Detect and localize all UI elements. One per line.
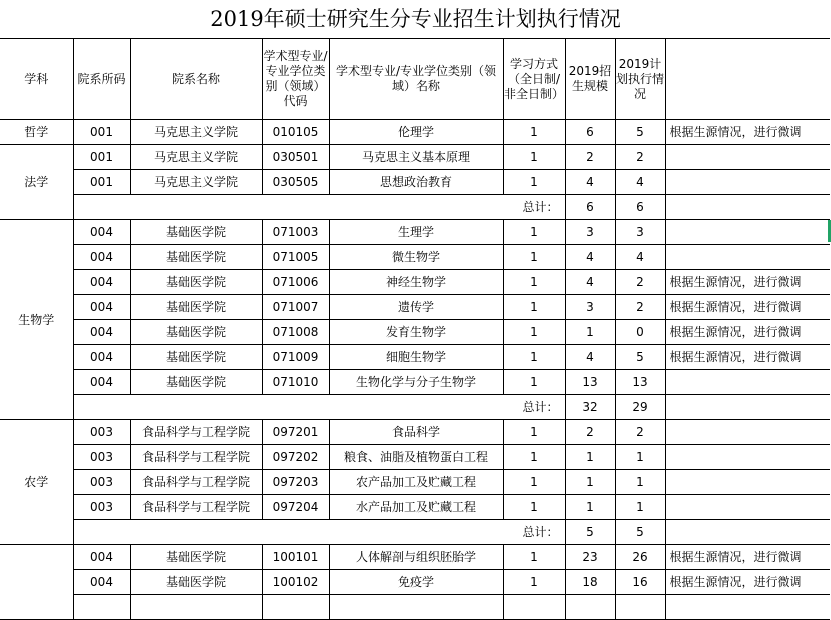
plan-cell[interactable]: 1 [565,495,615,520]
actual-cell[interactable]: 2 [615,295,665,320]
note-cell[interactable] [665,445,830,470]
major-name-cell[interactable]: 免疫学 [329,570,503,595]
study-mode-cell[interactable]: 1 [503,120,565,145]
plan-cell[interactable]: 18 [565,570,615,595]
enrollment-table [0,38,830,620]
dept-code-cell[interactable]: 004 [73,345,130,370]
header-note [665,39,830,120]
dept-name-cell[interactable]: 基础医学院 [130,570,262,595]
table-row [0,245,830,270]
dept-name-cell[interactable]: 基础医学院 [130,320,262,345]
empty-cell[interactable] [665,595,830,620]
note-cell[interactable]: 根据生源情况，进行微调 [665,570,830,595]
total-label-cell[interactable]: 总计： [73,195,565,220]
major-name-cell[interactable]: 细胞生物学 [329,345,503,370]
study-mode-cell[interactable]: 1 [503,295,565,320]
note-cell[interactable] [665,145,830,170]
study-mode-cell[interactable]: 1 [503,345,565,370]
table-row [0,270,830,295]
plan-cell[interactable]: 2 [565,145,615,170]
page-title: 2019年硕士研究生分专业招生计划执行情况 [210,7,621,31]
plan-cell[interactable]: 4 [565,170,615,195]
note-cell[interactable]: 根据生源情况，进行微调 [665,120,830,145]
empty-cell[interactable] [565,595,615,620]
major-name-cell[interactable]: 人体解剖与组织胚胎学 [329,545,503,570]
actual-cell[interactable]: 1 [615,495,665,520]
dept-name-cell[interactable]: 基础医学院 [130,370,262,395]
dept-code-cell[interactable]: 004 [73,220,130,245]
total-row [0,395,830,420]
total-plan-cell[interactable]: 6 [565,195,615,220]
dept-name-cell[interactable]: 基础医学院 [130,220,262,245]
major-code-cell[interactable]: 100101 [262,545,329,570]
major-code-cell[interactable]: 010105 [262,120,329,145]
dept-name-cell[interactable]: 基础医学院 [130,545,262,570]
table-row [0,570,830,595]
major-code-cell[interactable]: 100102 [262,570,329,595]
dept-code-cell[interactable]: 001 [73,120,130,145]
empty-cell[interactable] [73,595,130,620]
header-dept-name: 院系名称 [130,39,262,120]
table-row [0,345,830,370]
header-row [0,39,830,120]
plan-cell[interactable]: 13 [565,370,615,395]
empty-cell[interactable] [262,595,329,620]
major-code-cell[interactable]: 097201 [262,420,329,445]
table-row [0,170,830,195]
dept-name-cell[interactable]: 马克思主义学院 [130,120,262,145]
dept-code-cell[interactable]: 003 [73,445,130,470]
actual-cell[interactable]: 1 [615,470,665,495]
table-row [0,220,830,245]
header-major-name: 学术型专业/专业学位类别（领域）名称 [329,39,503,120]
total-row [0,195,830,220]
dept-name-cell[interactable]: 食品科学与工程学院 [130,445,262,470]
dept-name-cell[interactable]: 基础医学院 [130,270,262,295]
major-name-cell[interactable]: 思想政治教育 [329,170,503,195]
plan-cell[interactable]: 23 [565,545,615,570]
major-code-cell[interactable]: 071003 [262,220,329,245]
plan-cell[interactable]: 1 [565,445,615,470]
total-row [0,520,830,545]
study-mode-cell[interactable]: 1 [503,270,565,295]
total-note-cell[interactable] [665,395,830,420]
total-note-cell[interactable] [665,520,830,545]
major-code-cell[interactable]: 071009 [262,345,329,370]
plan-cell[interactable]: 1 [565,470,615,495]
actual-cell[interactable]: 16 [615,570,665,595]
dept-name-cell[interactable]: 基础医学院 [130,245,262,270]
study-mode-cell[interactable]: 1 [503,495,565,520]
dept-code-cell[interactable]: 003 [73,470,130,495]
note-cell[interactable] [665,470,830,495]
table-row [0,320,830,345]
major-code-cell[interactable]: 071010 [262,370,329,395]
study-mode-cell[interactable]: 1 [503,420,565,445]
table-row [0,470,830,495]
major-code-cell[interactable]: 030505 [262,170,329,195]
note-cell[interactable] [665,170,830,195]
major-name-cell[interactable]: 伦理学 [329,120,503,145]
header-subject: 学科 [0,39,73,120]
plan-cell[interactable]: 3 [565,295,615,320]
major-name-cell[interactable]: 生理学 [329,220,503,245]
study-mode-cell[interactable]: 1 [503,445,565,470]
dept-name-cell[interactable]: 食品科学与工程学院 [130,420,262,445]
total-actual-cell[interactable]: 6 [615,195,665,220]
header-actual: 2019计划执行情况 [615,39,665,120]
dept-code-cell[interactable]: 004 [73,270,130,295]
table-row [0,595,830,620]
major-code-cell[interactable]: 030501 [262,145,329,170]
study-mode-cell[interactable]: 1 [503,145,565,170]
note-cell[interactable] [665,495,830,520]
study-mode-cell[interactable]: 1 [503,370,565,395]
major-code-cell[interactable]: 071008 [262,320,329,345]
table-row [0,370,830,395]
total-actual-cell[interactable]: 5 [615,520,665,545]
major-name-cell[interactable]: 农产品加工及贮藏工程 [329,470,503,495]
major-code-cell[interactable]: 071007 [262,295,329,320]
total-actual-cell[interactable]: 29 [615,395,665,420]
major-code-cell[interactable]: 097202 [262,445,329,470]
header-major-code: 学术型专业/专业学位类别（领域）代码 [262,39,329,120]
actual-cell[interactable]: 13 [615,370,665,395]
dept-name-cell[interactable]: 食品科学与工程学院 [130,495,262,520]
plan-cell[interactable]: 1 [565,320,615,345]
major-name-cell[interactable]: 马克思主义基本原理 [329,145,503,170]
study-mode-cell[interactable]: 1 [503,470,565,495]
plan-cell[interactable]: 4 [565,245,615,270]
subject-cell[interactable]: 法学 [0,145,73,220]
major-code-cell[interactable]: 097203 [262,470,329,495]
note-cell[interactable] [665,420,830,445]
dept-code-cell[interactable]: 001 [73,145,130,170]
subject-cell[interactable]: 农学 [0,420,73,545]
table-row [0,420,830,445]
major-name-cell[interactable]: 遗传学 [329,295,503,320]
subject-cell[interactable]: 哲学 [0,120,73,145]
total-label-cell[interactable]: 总计： [73,395,565,420]
total-plan-cell[interactable]: 5 [565,520,615,545]
major-name-cell[interactable]: 生物化学与分子生物学 [329,370,503,395]
actual-cell[interactable]: 26 [615,545,665,570]
dept-code-cell[interactable]: 004 [73,295,130,320]
plan-cell[interactable]: 2 [565,420,615,445]
actual-cell[interactable]: 1 [615,445,665,470]
table-row [0,445,830,470]
note-cell[interactable] [665,220,830,245]
dept-code-cell[interactable]: 001 [73,170,130,195]
major-name-cell[interactable]: 微生物学 [329,245,503,270]
dept-code-cell[interactable]: 004 [73,320,130,345]
total-label-cell[interactable]: 总计： [73,520,565,545]
actual-cell[interactable]: 3 [615,220,665,245]
table-row [0,295,830,320]
table-row [0,495,830,520]
actual-cell[interactable]: 5 [615,345,665,370]
plan-cell[interactable]: 4 [565,270,615,295]
table-row [0,545,830,570]
subject-cell[interactable] [0,545,73,620]
dept-name-cell[interactable]: 马克思主义学院 [130,145,262,170]
table-row [0,120,830,145]
study-mode-cell[interactable]: 1 [503,220,565,245]
empty-cell[interactable] [130,595,262,620]
table-row [0,145,830,170]
total-plan-cell[interactable]: 32 [565,395,615,420]
major-code-cell[interactable]: 097204 [262,495,329,520]
actual-cell[interactable]: 4 [615,245,665,270]
actual-cell[interactable]: 0 [615,320,665,345]
plan-cell[interactable]: 3 [565,220,615,245]
note-cell[interactable]: 根据生源情况，进行微调 [665,320,830,345]
dept-name-cell[interactable]: 基础医学院 [130,345,262,370]
empty-cell[interactable] [615,595,665,620]
major-name-cell[interactable]: 神经生物学 [329,270,503,295]
dept-code-cell[interactable]: 003 [73,420,130,445]
plan-cell[interactable]: 4 [565,345,615,370]
dept-code-cell[interactable]: 004 [73,245,130,270]
header-plan: 2019招生规模 [565,39,615,120]
major-code-cell[interactable]: 071005 [262,245,329,270]
dept-code-cell[interactable]: 003 [73,495,130,520]
actual-cell[interactable]: 2 [615,420,665,445]
dept-name-cell[interactable]: 食品科学与工程学院 [130,470,262,495]
major-code-cell[interactable]: 071006 [262,270,329,295]
dept-name-cell[interactable]: 基础医学院 [130,295,262,320]
dept-code-cell[interactable]: 004 [73,570,130,595]
note-cell[interactable]: 根据生源情况，进行微调 [665,270,830,295]
actual-cell[interactable]: 2 [615,145,665,170]
study-mode-cell[interactable]: 1 [503,545,565,570]
study-mode-cell[interactable]: 1 [503,320,565,345]
note-cell[interactable] [665,370,830,395]
actual-cell[interactable]: 4 [615,170,665,195]
plan-cell[interactable]: 6 [565,120,615,145]
note-cell[interactable] [665,245,830,270]
subject-cell[interactable]: 生物学 [0,220,73,420]
actual-cell[interactable]: 2 [615,270,665,295]
note-cell[interactable]: 根据生源情况，进行微调 [665,345,830,370]
major-name-cell[interactable]: 水产品加工及贮藏工程 [329,495,503,520]
empty-cell[interactable] [329,595,503,620]
dept-name-cell[interactable]: 马克思主义学院 [130,170,262,195]
study-mode-cell[interactable]: 1 [503,170,565,195]
total-note-cell[interactable] [665,195,830,220]
major-name-cell[interactable]: 发育生物学 [329,320,503,345]
note-cell[interactable]: 根据生源情况，进行微调 [665,545,830,570]
major-name-cell[interactable]: 食品科学 [329,420,503,445]
study-mode-cell[interactable]: 1 [503,570,565,595]
header-study-mode: 学习方式（全日制/非全日制） [503,39,565,120]
major-name-cell[interactable]: 粮食、油脂及植物蛋白工程 [329,445,503,470]
empty-cell[interactable] [503,595,565,620]
study-mode-cell[interactable]: 1 [503,245,565,270]
header-dept-code: 院系所码 [73,39,130,120]
dept-code-cell[interactable]: 004 [73,370,130,395]
actual-cell[interactable]: 5 [615,120,665,145]
dept-code-cell[interactable]: 004 [73,545,130,570]
note-cell[interactable]: 根据生源情况，进行微调 [665,295,830,320]
